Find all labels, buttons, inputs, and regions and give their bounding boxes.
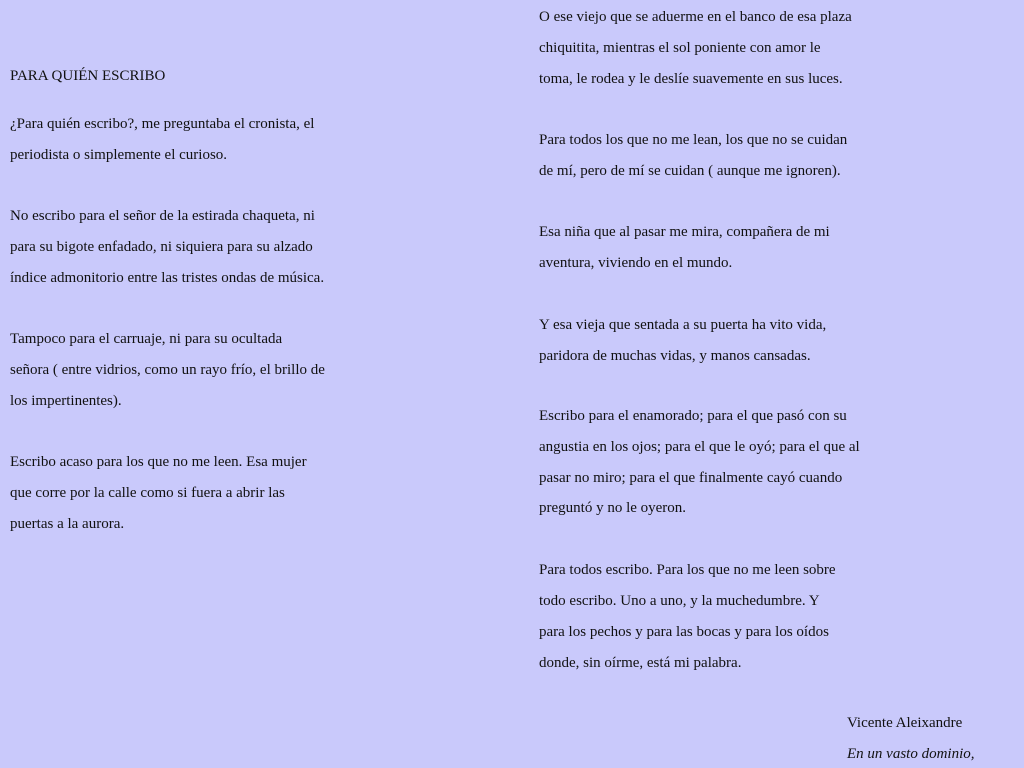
- right-line-15: todo escribo. Uno a uno, y la muchedumbre. Y: [539, 593, 820, 609]
- right-line-14: Para todos escribo. Para los que no me leen sobre: [539, 562, 836, 578]
- right-line-8: Y esa vieja que sentada a su puerta ha vito vida,: [539, 317, 827, 333]
- poem-title: PARA QUIÉN ESCRIBO: [10, 68, 166, 84]
- left-line-3: No escribo para el señor de la estirada chaqueta, ni: [10, 208, 315, 224]
- right-line-4: Para todos los que no me lean, los que no se cuidan: [539, 132, 848, 148]
- right-line-12: pasar no miro; para el que finalmente cayó cuando: [539, 470, 843, 486]
- left-line-6: Tampoco para el carruaje, ni para su ocultada: [10, 331, 283, 347]
- right-line-3: toma, le rodea y le deslíe suavemente en sus luces.: [539, 71, 843, 87]
- right-line-7: aventura, viviendo en el mundo.: [539, 255, 733, 271]
- right-line-10: Escribo para el enamorado; para el que pasó con su: [539, 408, 847, 424]
- left-line-7: señora ( entre vidrios, como un rayo frío, el brillo de: [10, 362, 325, 378]
- left-line-10: que corre por la calle como si fuera a abrir las: [10, 485, 285, 501]
- right-line-9: paridora de muchas vidas, y manos cansadas.: [539, 348, 811, 364]
- right-line-2: chiquitita, mientras el sol poniente con amor le: [539, 40, 821, 56]
- right-line-6: Esa niña que al pasar me mira, compañera de mi: [539, 224, 830, 240]
- right-line-1: O ese viejo que se aduerme en el banco de esa plaza: [539, 9, 852, 25]
- attribution-work: En un vasto dominio,: [847, 746, 975, 762]
- right-line-17: donde, sin oírme, está mi palabra.: [539, 655, 742, 671]
- right-line-5: de mí, pero de mí se cuidan ( aunque me ignoren).: [539, 163, 841, 179]
- left-line-9: Escribo acaso para los que no me leen. Esa mujer: [10, 454, 307, 470]
- right-line-13: preguntó y no le oyeron.: [539, 500, 687, 516]
- left-line-5: índice admonitorio entre las tristes ondas de música.: [10, 270, 325, 286]
- right-line-11: angustia en los ojos; para el que le oyó; para el que al: [539, 439, 860, 455]
- attribution-author: Vicente Aleixandre: [847, 715, 963, 731]
- right-line-16: para los pechos y para las bocas y para los oídos: [539, 624, 829, 640]
- left-line-1: ¿Para quién escribo?, me preguntaba el cronista, el: [10, 116, 315, 132]
- left-line-11: puertas a la aurora.: [10, 516, 125, 532]
- left-line-4: para su bigote enfadado, ni siquiera para su alzado: [10, 239, 313, 255]
- left-line-2: periodista o simplemente el curioso.: [10, 147, 228, 163]
- left-line-8: los impertinentes).: [10, 393, 122, 409]
